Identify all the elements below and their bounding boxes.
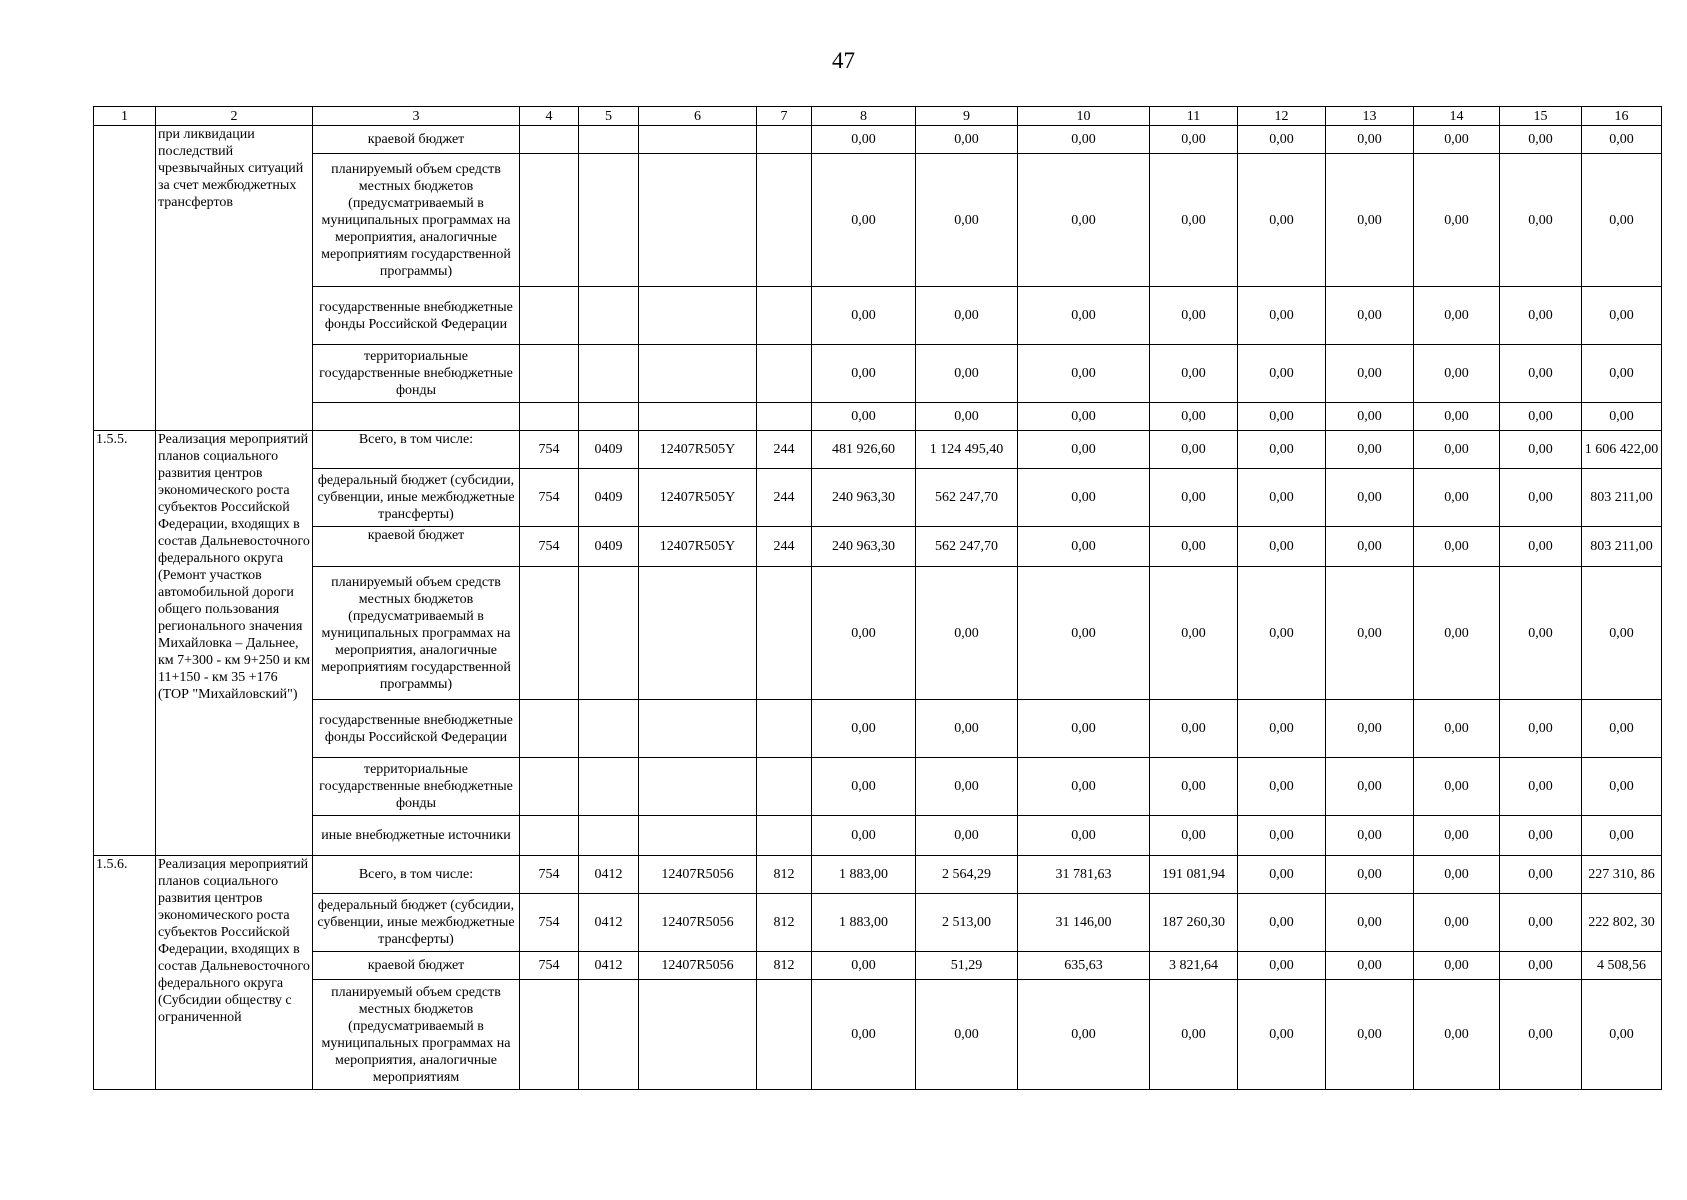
header-cell: 1 [94,107,156,126]
value-cell: 0,00 [1018,287,1150,345]
value-cell: 0412 [579,856,639,894]
value-cell: 0,00 [1150,980,1238,1090]
header-cell: 4 [520,107,579,126]
value-cell: 0,00 [916,758,1018,816]
value-cell: 0,00 [1414,952,1500,980]
value-cell: 0,00 [1414,469,1500,527]
value-cell: 0,00 [1414,527,1500,567]
value-cell: 0,00 [1326,700,1414,758]
value-cell: 0,00 [1238,126,1326,154]
value-cell: 812 [757,952,812,980]
header-cell: 7 [757,107,812,126]
value-cell: 227 310, 86 [1582,856,1662,894]
value-cell: 754 [520,431,579,469]
value-cell [757,287,812,345]
value-cell: 0412 [579,894,639,952]
value-cell: 0,00 [1500,469,1582,527]
funding-source: территориальные государственные внебюджетные фонды [313,758,520,816]
item-name: Реализация мероприятий планов социального развития центров экономического роста субъектов Российской Федерации, входящих в состав Дальневосточного федерального округа (Субсидии обществу с ограниченной [156,856,313,1090]
value-cell: 0,00 [1326,154,1414,287]
value-cell: 0,00 [1150,469,1238,527]
value-cell: 0,00 [1150,567,1238,700]
value-cell: 0,00 [1018,345,1150,403]
value-cell: 0,00 [1150,345,1238,403]
value-cell: 1 124 495,40 [916,431,1018,469]
value-cell [520,403,579,431]
value-cell: 244 [757,469,812,527]
value-cell: 12407R505Y [639,431,757,469]
funding-source: иные внебюджетные источники [313,816,520,856]
value-cell: 0,00 [1150,287,1238,345]
item-name: Реализация мероприятий планов социального развития центров экономического роста субъектов Российской Федерации, входящих в состав Дальневосточного федерального округа (Ремонт участков автомобильной дороги общего пользования регионального значения Михайловка – Дальнее, км 7+300 - км 9+250 и км 11+150 - км 35 +176 (ТОР "Михайловский") [156,431,313,856]
value-cell: 0,00 [916,816,1018,856]
value-cell: 0,00 [1326,856,1414,894]
value-cell [579,403,639,431]
value-cell: 0,00 [812,980,916,1090]
value-cell: 31 781,63 [1018,856,1150,894]
value-cell: 0,00 [1238,345,1326,403]
value-cell: 812 [757,894,812,952]
header-cell: 13 [1326,107,1414,126]
value-cell: 187 260,30 [1150,894,1238,952]
value-cell: 244 [757,431,812,469]
value-cell: 0,00 [1238,403,1326,431]
value-cell: 0,00 [1414,894,1500,952]
value-cell: 481 926,60 [812,431,916,469]
header-cell: 2 [156,107,313,126]
value-cell: 0,00 [1018,431,1150,469]
header-cell: 9 [916,107,1018,126]
value-cell: 0,00 [1414,154,1500,287]
header-cell: 14 [1414,107,1500,126]
value-cell: 0,00 [1018,154,1150,287]
value-cell: 0,00 [916,980,1018,1090]
value-cell: 0,00 [916,345,1018,403]
value-cell: 0,00 [1582,154,1662,287]
value-cell: 0,00 [812,287,916,345]
value-cell: 0,00 [1414,856,1500,894]
value-cell: 0,00 [1500,952,1582,980]
value-cell: 0,00 [1150,758,1238,816]
item-number: 1.5.6. [94,856,156,1090]
value-cell: 0,00 [1582,567,1662,700]
value-cell: 0,00 [1500,431,1582,469]
value-cell: 0,00 [1582,758,1662,816]
value-cell [520,154,579,287]
value-cell: 0,00 [1500,403,1582,431]
header-row [94,107,1662,126]
value-cell: 0,00 [1238,567,1326,700]
item-number: 1.5.5. [94,431,156,856]
value-cell: 0,00 [1238,527,1326,567]
value-cell [757,700,812,758]
value-cell: 803 211,00 [1582,469,1662,527]
page-number: 47 [832,48,855,73]
value-cell: 0,00 [812,126,916,154]
value-cell: 0,00 [812,345,916,403]
value-cell: 0,00 [1326,816,1414,856]
value-cell [579,980,639,1090]
value-cell: 0,00 [1414,816,1500,856]
value-cell: 0,00 [1238,952,1326,980]
value-cell: 0,00 [1414,567,1500,700]
value-cell: 0,00 [1500,527,1582,567]
value-cell: 12407R5056 [639,952,757,980]
value-cell: 754 [520,527,579,567]
value-cell: 2 513,00 [916,894,1018,952]
value-cell: 0,00 [916,700,1018,758]
value-cell: 240 963,30 [812,469,916,527]
value-cell: 0,00 [1500,758,1582,816]
value-cell: 0,00 [1414,345,1500,403]
value-cell: 0,00 [1582,287,1662,345]
value-cell [757,567,812,700]
value-cell: 240 963,30 [812,527,916,567]
value-cell: 0,00 [1238,154,1326,287]
value-cell: 4 508,56 [1582,952,1662,980]
header-cell: 6 [639,107,757,126]
header-cell: 16 [1582,107,1662,126]
value-cell [520,700,579,758]
header-cell: 11 [1150,107,1238,126]
value-cell [757,816,812,856]
value-cell: 0,00 [1238,856,1326,894]
table-row [94,345,1662,403]
value-cell: 0,00 [812,816,916,856]
value-cell: 0,00 [1150,527,1238,567]
header-cell: 3 [313,107,520,126]
value-cell: 0,00 [1500,700,1582,758]
value-cell: 0,00 [1238,816,1326,856]
funding-source: федеральный бюджет (субсидии, субвенции, иные межбюджетные трансферты) [313,469,520,527]
value-cell: 0,00 [1500,287,1582,345]
value-cell: 0,00 [1150,403,1238,431]
funding-source: Всего, в том числе: [313,856,520,894]
table-row [94,527,1662,567]
value-cell: 0,00 [1326,287,1414,345]
table-row [94,980,1662,1090]
header-cell: 8 [812,107,916,126]
value-cell [757,126,812,154]
value-cell: 0,00 [1018,567,1150,700]
value-cell: 0,00 [1326,567,1414,700]
value-cell: 812 [757,856,812,894]
item-number [94,126,156,431]
table-row [94,952,1662,980]
funding-source: планируемый объем средств местных бюджетов (предусматриваемый в муниципальных программах на мероприятия, аналогичные мероприятиям [313,980,520,1090]
value-cell [639,758,757,816]
value-cell [639,126,757,154]
table-row [94,816,1662,856]
value-cell [579,816,639,856]
value-cell: 0,00 [1018,527,1150,567]
value-cell: 12407R5056 [639,856,757,894]
value-cell: 754 [520,894,579,952]
value-cell: 0,00 [1150,816,1238,856]
value-cell [639,980,757,1090]
value-cell: 12407R505Y [639,469,757,527]
value-cell [579,154,639,287]
value-cell: 0,00 [1414,980,1500,1090]
value-cell: 562 247,70 [916,469,1018,527]
value-cell [639,154,757,287]
value-cell: 2 564,29 [916,856,1018,894]
value-cell: 0,00 [916,154,1018,287]
value-cell: 0,00 [1150,126,1238,154]
value-cell [579,287,639,345]
table-row [94,287,1662,345]
value-cell [639,345,757,403]
header-cell: 5 [579,107,639,126]
funding-source: Всего, в том числе: [313,431,520,469]
value-cell: 0,00 [1582,816,1662,856]
funding-source: краевой бюджет [313,952,520,980]
funding-source: государственные внебюджетные фонды Российской Федерации [313,700,520,758]
value-cell: 562 247,70 [916,527,1018,567]
value-cell [579,700,639,758]
value-cell: 0,00 [1018,980,1150,1090]
value-cell: 0409 [579,527,639,567]
header-cell: 12 [1238,107,1326,126]
value-cell: 0,00 [1326,952,1414,980]
value-cell: 0,00 [1500,345,1582,403]
value-cell: 1 883,00 [812,894,916,952]
value-cell: 0,00 [1326,431,1414,469]
funding-source [313,403,520,431]
value-cell: 0,00 [1238,980,1326,1090]
value-cell: 0,00 [1500,567,1582,700]
value-cell: 0,00 [1582,345,1662,403]
value-cell: 12407R505Y [639,527,757,567]
value-cell: 0,00 [1326,345,1414,403]
value-cell: 0,00 [812,154,916,287]
budget-table [93,106,1662,1090]
header-cell: 15 [1500,107,1582,126]
value-cell: 0412 [579,952,639,980]
value-cell: 0,00 [1414,287,1500,345]
table-row [94,431,1662,469]
funding-source: государственные внебюджетные фонды Российской Федерации [313,287,520,345]
value-cell: 0,00 [1500,894,1582,952]
value-cell: 0,00 [812,403,916,431]
value-cell: 0,00 [1238,469,1326,527]
value-cell: 0,00 [1238,431,1326,469]
value-cell [639,816,757,856]
table-row [94,567,1662,700]
value-cell: 0,00 [916,126,1018,154]
value-cell: 0,00 [1150,700,1238,758]
table-row [94,894,1662,952]
value-cell: 0,00 [1500,154,1582,287]
value-cell: 0,00 [1414,403,1500,431]
value-cell [757,758,812,816]
value-cell [520,816,579,856]
value-cell [639,567,757,700]
value-cell: 0,00 [1326,894,1414,952]
value-cell [520,345,579,403]
value-cell: 0,00 [1238,758,1326,816]
funding-source: федеральный бюджет (субсидии, субвенции, иные межбюджетные трансферты) [313,894,520,952]
value-cell: 3 821,64 [1150,952,1238,980]
value-cell: 12407R5056 [639,894,757,952]
value-cell: 0,00 [812,700,916,758]
value-cell: 0,00 [1238,700,1326,758]
value-cell [639,403,757,431]
value-cell: 0,00 [1018,758,1150,816]
value-cell: 0,00 [1500,980,1582,1090]
table-row [94,758,1662,816]
value-cell [579,758,639,816]
value-cell [579,567,639,700]
value-cell [520,758,579,816]
value-cell: 0,00 [1326,469,1414,527]
table-row [94,403,1662,431]
value-cell: 754 [520,952,579,980]
value-cell: 191 081,94 [1150,856,1238,894]
value-cell: 0,00 [1018,700,1150,758]
value-cell: 0409 [579,431,639,469]
value-cell: 0,00 [916,567,1018,700]
value-cell: 0,00 [1582,980,1662,1090]
value-cell: 0,00 [1414,431,1500,469]
value-cell [520,126,579,154]
value-cell: 0,00 [1326,758,1414,816]
funding-source: краевой бюджет [313,126,520,154]
value-cell: 0,00 [1018,126,1150,154]
value-cell: 244 [757,527,812,567]
value-cell [520,287,579,345]
value-cell [757,980,812,1090]
value-cell [520,980,579,1090]
table-row [94,856,1662,894]
value-cell: 0,00 [1150,154,1238,287]
value-cell: 0,00 [1582,700,1662,758]
value-cell [579,345,639,403]
value-cell [757,154,812,287]
value-cell: 222 802, 30 [1582,894,1662,952]
value-cell [639,700,757,758]
value-cell: 31 146,00 [1018,894,1150,952]
value-cell [757,345,812,403]
value-cell: 0,00 [1326,527,1414,567]
value-cell: 0,00 [1326,403,1414,431]
header-cell: 10 [1018,107,1150,126]
value-cell: 1 883,00 [812,856,916,894]
value-cell: 0,00 [1238,287,1326,345]
value-cell: 754 [520,469,579,527]
table-row [94,700,1662,758]
value-cell: 0,00 [812,952,916,980]
table-row [94,154,1662,287]
value-cell: 0,00 [1582,403,1662,431]
funding-source: планируемый объем средств местных бюджетов (предусматриваемый в муниципальных программах на мероприятия, аналогичные мероприятиям государственной программы) [313,154,520,287]
value-cell: 0409 [579,469,639,527]
value-cell: 0,00 [1018,469,1150,527]
value-cell: 803 211,00 [1582,527,1662,567]
value-cell: 0,00 [1414,758,1500,816]
value-cell [520,567,579,700]
value-cell [757,403,812,431]
value-cell: 0,00 [1500,126,1582,154]
value-cell [579,126,639,154]
value-cell: 51,29 [916,952,1018,980]
value-cell: 0,00 [1414,700,1500,758]
value-cell [639,287,757,345]
value-cell: 1 606 422,00 [1582,431,1662,469]
item-name: при ликвидации последствий чрезвычайных ситуаций за счет межбюджетных трансфертов [156,126,313,431]
value-cell: 0,00 [916,403,1018,431]
value-cell: 0,00 [1326,126,1414,154]
value-cell: 0,00 [1582,126,1662,154]
value-cell: 635,63 [1018,952,1150,980]
funding-source: территориальные государственные внебюджетные фонды [313,345,520,403]
value-cell: 0,00 [1500,816,1582,856]
table-row [94,126,1662,154]
value-cell: 0,00 [1018,403,1150,431]
value-cell: 0,00 [1500,856,1582,894]
value-cell: 0,00 [812,567,916,700]
value-cell: 0,00 [1414,126,1500,154]
value-cell: 0,00 [1018,816,1150,856]
funding-source: краевой бюджет [313,527,520,567]
value-cell: 0,00 [1326,980,1414,1090]
funding-source: планируемый объем средств местных бюджетов (предусматриваемый в муниципальных программах на мероприятия, аналогичные мероприятиям государственной программы) [313,567,520,700]
value-cell: 0,00 [1238,894,1326,952]
value-cell: 754 [520,856,579,894]
value-cell: 0,00 [812,758,916,816]
table-row [94,469,1662,527]
value-cell: 0,00 [1150,431,1238,469]
value-cell: 0,00 [916,287,1018,345]
